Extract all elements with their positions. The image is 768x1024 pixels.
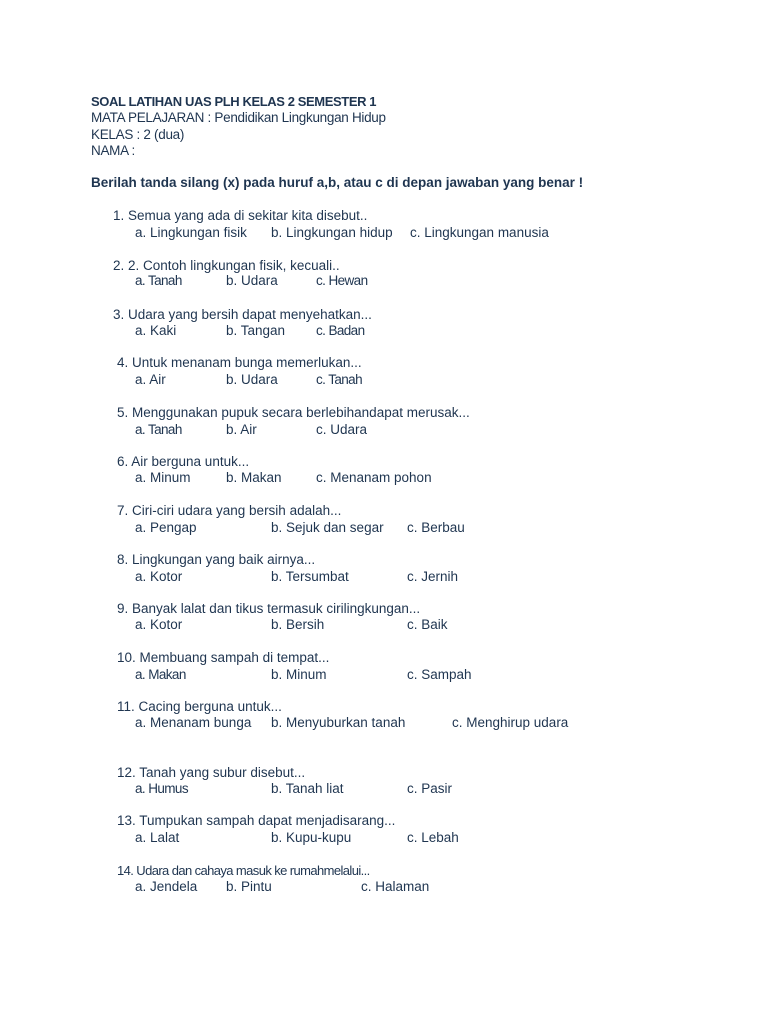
q9-option-b: b. Bersih	[271, 617, 325, 632]
question-14: 14. Udara dan cahaya masuk ke rumahmelalui...	[117, 863, 370, 878]
q8-option-b: b. Tersumbat	[271, 569, 349, 584]
q12-option-a: a. Humus	[135, 781, 188, 796]
question-1: 1. Semua yang ada di sekitar kita disebut..	[113, 208, 368, 223]
q14-option-a: a. Jendela	[135, 879, 198, 894]
q13-option-a: a. Lalat	[135, 830, 180, 845]
question-8: 8. Lingkungan yang baik airnya...	[117, 552, 316, 567]
q7-option-a: a. Pengap	[135, 520, 197, 535]
question-2: 2. 2. Contoh lingkungan fisik, kecuali..	[113, 258, 340, 273]
document-title: SOAL LATIHAN UAS PLH KELAS 2 SEMESTER 1	[91, 94, 377, 109]
q4-option-c: c. Tanah	[316, 372, 362, 387]
q11-option-b: b. Menyuburkan tanah	[271, 715, 406, 730]
q4-option-b: b. Udara	[226, 372, 278, 387]
question-6: 6. Air berguna untuk...	[117, 454, 250, 469]
name-line: NAMA :	[91, 143, 135, 158]
q13-option-c: c. Lebah	[407, 830, 459, 845]
q6-option-a: a. Minum	[135, 470, 191, 485]
q3-option-a: a. Kaki	[135, 323, 177, 338]
q12-option-c: c. Pasir	[407, 781, 453, 796]
instruction-text: Berilah tanda silang (x) pada huruf a,b, atau c di depan jawaban yang benar !	[91, 175, 584, 190]
question-13: 13. Tumpukan sampah dapat menjadisarang...	[117, 813, 396, 828]
q10-option-c: c. Sampah	[407, 667, 472, 682]
q7-option-c: c. Berbau	[407, 520, 465, 535]
question-12: 12. Tanah yang subur disebut...	[117, 765, 306, 780]
question-9: 9. Banyak lalat dan tikus termasuk cirilingkungan...	[117, 601, 421, 616]
q2-option-b: b. Udara	[226, 273, 278, 288]
q5-option-b: b. Air	[226, 422, 257, 437]
question-7: 7. Ciri-ciri udara yang bersih adalah...	[117, 503, 342, 518]
q6-option-b: b. Makan	[226, 470, 282, 485]
q6-option-c: c. Menanam pohon	[316, 470, 432, 485]
question-11: 11. Cacing berguna untuk...	[117, 699, 282, 714]
q9-option-a: a. Kotor	[135, 617, 183, 632]
q14-option-c: c. Halaman	[361, 879, 430, 894]
q10-option-a: a. Makan	[135, 667, 186, 682]
q5-option-c: c. Udara	[316, 422, 368, 437]
q3-option-c: c. Badan	[316, 323, 365, 338]
q2-option-c: c. Hewan	[316, 273, 368, 288]
question-3: 3. Udara yang bersih dapat menyehatkan...	[113, 307, 372, 322]
q1-option-b: b. Lingkungan hidup	[271, 225, 393, 240]
question-10: 10. Membuang sampah di tempat...	[117, 650, 330, 665]
question-5: 5. Menggunakan pupuk secara berlebihandapat merusak...	[117, 405, 470, 420]
q9-option-c: c. Baik	[407, 617, 448, 632]
class-line: KELAS : 2 (dua)	[91, 127, 185, 142]
q11-option-a: a. Menanam bunga	[135, 715, 252, 730]
q1-option-c: c. Lingkungan manusia	[410, 225, 549, 240]
q1-option-a: a. Lingkungan fisik	[135, 225, 247, 240]
q7-option-b: b. Sejuk dan segar	[271, 520, 384, 535]
q5-option-a: a. Tanah	[135, 422, 182, 437]
q4-option-a: a. Air	[135, 372, 166, 387]
q10-option-b: b. Minum	[271, 667, 327, 682]
q13-option-b: b. Kupu-kupu	[271, 830, 352, 845]
q8-option-c: c. Jernih	[407, 569, 459, 584]
subject-line: MATA PELAJARAN : Pendidikan Lingkungan Hidup	[91, 110, 386, 125]
q3-option-b: b. Tangan	[226, 323, 286, 338]
q12-option-b: b. Tanah liat	[271, 781, 344, 796]
question-4: 4. Untuk menanam bunga memerlukan...	[117, 355, 362, 370]
q8-option-a: a. Kotor	[135, 569, 183, 584]
q14-option-b: b. Pintu	[226, 879, 272, 894]
q11-option-c: c. Menghirup udara	[452, 715, 569, 730]
q2-option-a: a. Tanah	[135, 273, 182, 288]
